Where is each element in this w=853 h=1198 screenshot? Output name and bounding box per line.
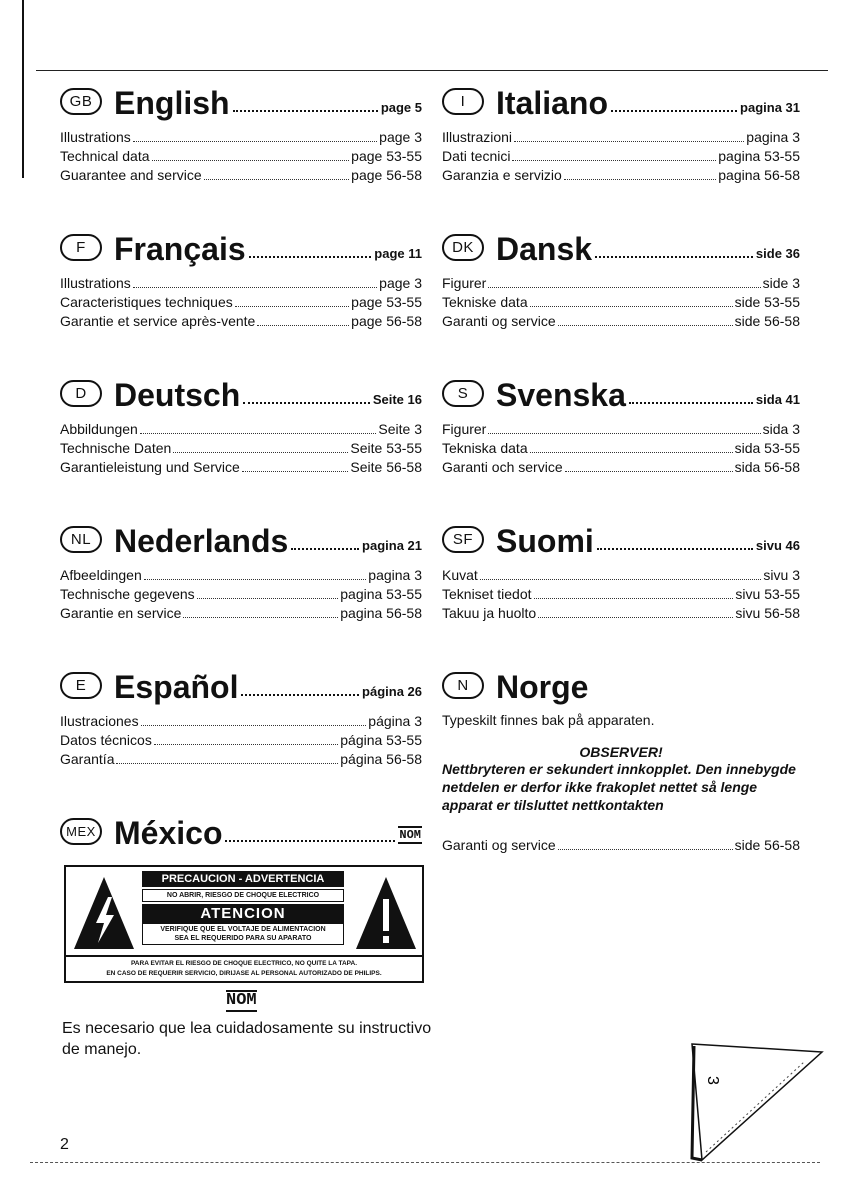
toc-row: Datos técnicos página 53-55 [60,732,422,748]
left-margin-line [22,0,24,178]
warning-foot-1: PARA EVITAR EL RIESGO DE CHOQUE ELECTRICO, NO QUITE LA TAPA. [130,960,358,967]
section-suomi [442,518,800,623]
warning-line-1: NO ABRIR, RIESGO DE CHOQUE ELECTRICO [142,889,344,902]
toc-row: Tekniska data sida 53-55 [442,440,800,456]
language-badge: I [442,88,484,115]
section-nederlands [60,518,422,623]
exclamation-warning-icon [354,875,418,951]
electric-hazard-icon [72,875,136,951]
page-reference: sivu 46 [755,538,800,553]
language-title: Dansk [496,231,593,267]
language-title: Español [114,669,239,705]
toc-row: Garantie en service pagina 56-58 [60,605,422,621]
warning-header-2: ATENCION [142,904,344,923]
language-badge: D [60,380,102,407]
toc-row: Garantie et service après-vente page 56-58 [60,313,422,329]
page-reference: pagina 21 [362,538,422,553]
toc-row: Tekniske data side 53-55 [442,294,800,310]
toc-row: Figurer sida 3 [442,421,800,437]
page-reference: sida 41 [755,392,800,407]
nom-logo: NOM [226,991,257,1010]
page-reference: page 11 [374,246,422,261]
language-badge: S [442,380,484,407]
warning-header-1: PRECAUCION - ADVERTENCIA [142,871,344,887]
language-title: English [114,85,230,121]
page-number: 2 [60,1136,69,1153]
toc-row: Garantía página 56-58 [60,751,422,767]
toc-row: Illustrations page 3 [60,129,422,145]
toc-row: Garanti og service side 56-58 [442,837,800,853]
warning-foot-2: EN CASO DE REQUERIR SERVICIO, DIRIJASE AL PERSONAL AUTORIZADO DE PHILIPS. [106,970,382,977]
toc-row: Afbeeldingen pagina 3 [60,567,422,583]
section-italiano [442,80,800,185]
observer-body: Nettbryteren er sekundert innkopplet. Den innebygde netdelen er derfor ikke frakoplet nettet så lenge apparat er tilsluttet nettkontakten [442,761,796,813]
language-title: Français [114,231,246,267]
toc-row: Garanzia e servizio pagina 56-58 [442,167,800,183]
page-reference: side 36 [755,246,800,261]
page-reference: page 5 [380,100,422,115]
toc-row: Takuu ja huolto sivu 56-58 [442,605,800,621]
toc-row: Garantieleistung und Service Seite 56-58 [60,459,422,475]
toc-row: Caracteristiques techniques page 53-55 [60,294,422,310]
section-deutsch [60,372,422,477]
language-badge: DK [442,234,484,261]
language-badge: SF [442,526,484,553]
section-francais [60,226,422,331]
warning-label [64,865,424,983]
page-reference: Seite 16 [372,392,422,407]
language-title: Norge [496,669,589,705]
section-mexico [60,810,422,850]
corner-number: 3 [704,1076,721,1085]
nom-mark: NOM [399,828,421,842]
toc-row: Guarantee and service page 56-58 [60,167,422,183]
language-title: Deutsch [114,377,241,413]
toc-row: Ilustraciones página 3 [60,713,422,729]
language-badge: N [442,672,484,699]
page-reference: pagina 31 [740,100,800,115]
language-title: Nederlands [114,523,289,559]
language-badge: F [60,234,102,261]
section-espanol [60,664,422,769]
toc-row: Abbildungen Seite 3 [60,421,422,437]
toc-row: Kuvat sivu 3 [442,567,800,583]
bottom-rule [30,1162,820,1163]
language-badge: E [60,672,102,699]
language-title: Svenska [496,377,626,413]
page-reference: página 26 [362,684,422,699]
section-norge [442,664,800,855]
language-title: Suomi [496,523,594,559]
toc-row: Garanti och service sida 56-58 [442,459,800,475]
warning-line-2b: SEA EL REQUERIDO PARA SU APARATO [174,935,312,942]
section-dansk [442,226,800,331]
warning-line-2a: VERIFIQUE QUE EL VOLTAJE DE ALIMENTACION [160,926,326,933]
toc-row: Technische gegevens pagina 53-55 [60,586,422,602]
top-rule [36,70,828,71]
language-title: México [114,815,223,851]
mexico-note: Es necesario que lea cuidadosamente su instructivo de manejo. [62,1020,432,1058]
language-badge: NL [60,526,102,553]
observer-title: OBSERVER! [579,744,663,760]
toc-row: Technical data page 53-55 [60,148,422,164]
section-english [60,80,422,185]
language-badge: MEX [60,818,102,845]
language-title: Italiano [496,85,609,121]
toc-row: Dati tecnici pagina 53-55 [442,148,800,164]
norge-note: Typeskilt finnes bak på apparaten. [442,712,655,728]
toc-row: Figurer side 3 [442,275,800,291]
language-badge: GB [60,88,102,115]
toc-row: Garanti og service side 56-58 [442,313,800,329]
toc-row: Illustrations page 3 [60,275,422,291]
toc-row: Tekniset tiedot sivu 53-55 [442,586,800,602]
toc-row: Technische Daten Seite 53-55 [60,440,422,456]
page-corner-tab [686,1040,826,1164]
section-svenska [442,372,800,477]
toc-row: Illustrazioni pagina 3 [442,129,800,145]
